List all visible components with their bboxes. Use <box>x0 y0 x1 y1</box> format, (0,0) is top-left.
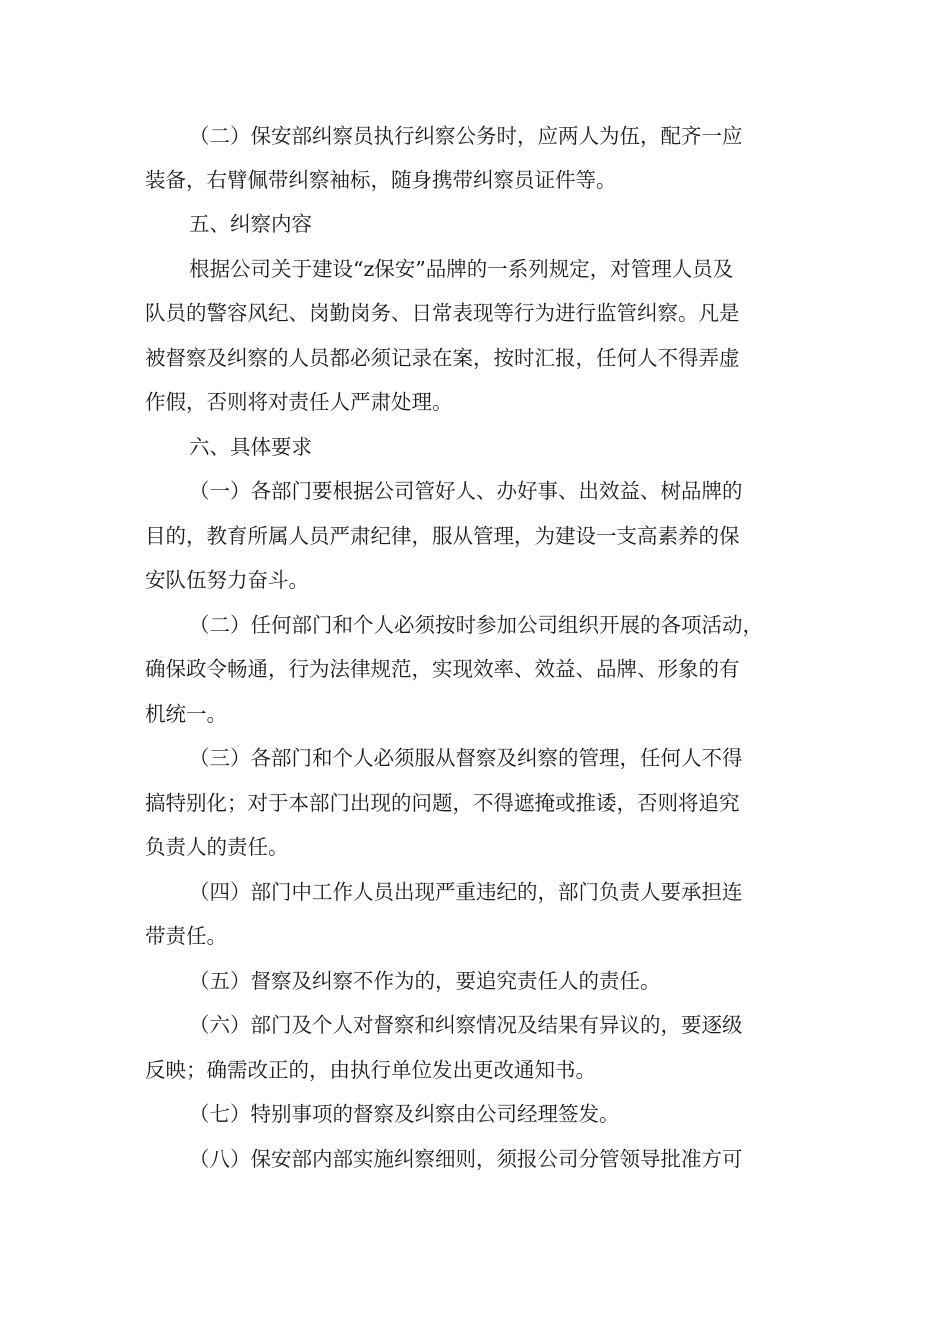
paragraph-line: （三）各部门和个人必须服从督察及纠察的管理，任何人不得 <box>189 746 743 770</box>
paragraph-line: 队员的警容风纪、岗勤岗务、日常表现等行为进行监管纠察。凡是 <box>145 301 740 325</box>
paragraph-line: 负责人的责任。 <box>145 835 289 859</box>
paragraph-line: 目的，教育所属人员严肃纪律，服从管理，为建设一支高素养的保 <box>145 524 740 548</box>
paragraph-line: （七）特别事项的督察及纠察由公司经理签发。 <box>189 1102 620 1126</box>
paragraph-line: （一）各部门要根据公司管好人、办好事、出效益、树品牌的 <box>189 479 743 503</box>
paragraph-line: （八）保安部内部实施纠察细则，须报公司分管领导批准方可 <box>189 1147 743 1171</box>
paragraph-line: 带责任。 <box>145 924 227 948</box>
paragraph-line: 机统一。 <box>145 702 227 726</box>
paragraph-line: 搞特别化；对于本部门出现的问题，不得遮掩或推诿，否则将追究 <box>145 791 740 815</box>
section-heading: 五、纠察内容 <box>189 212 312 236</box>
paragraph-line: （二）保安部纠察员执行纠察公务时，应两人为伍，配齐一应 <box>189 124 743 148</box>
paragraph-line: （五）督察及纠察不作为的，要追究责任人的责任。 <box>189 969 661 993</box>
paragraph-line: （六）部门及个人对督察和纠察情况及结果有异议的，要逐级 <box>189 1013 743 1037</box>
section-heading: 六、具体要求 <box>189 435 312 459</box>
paragraph-line: 被督察及纠察的人员都必须记录在案，按时汇报，任何人不得弄虚 <box>145 346 740 370</box>
paragraph-line: （四）部门中工作人员出现严重违纪的，部门负责人要承担连 <box>189 880 743 904</box>
paragraph-line: （二）任何部门和个人必须按时参加公司组织开展的各项活动， <box>189 613 763 637</box>
paragraph-line: 反映；确需改正的，由执行单位发出更改通知书。 <box>145 1058 596 1082</box>
paragraph-line: 装备，右臂佩带纠察袖标，随身携带纠察员证件等。 <box>145 168 617 192</box>
paragraph-line: 确保政令畅通，行为法律规范，实现效率、效益、品牌、形象的有 <box>145 657 740 681</box>
paragraph-line: 安队伍努力奋斗。 <box>145 568 309 592</box>
paragraph-line: 根据公司关于建设“z保安”品牌的一系列规定，对管理人员及 <box>189 257 734 281</box>
paragraph-line: 作假，否则将对责任人严肃处理。 <box>145 390 453 414</box>
